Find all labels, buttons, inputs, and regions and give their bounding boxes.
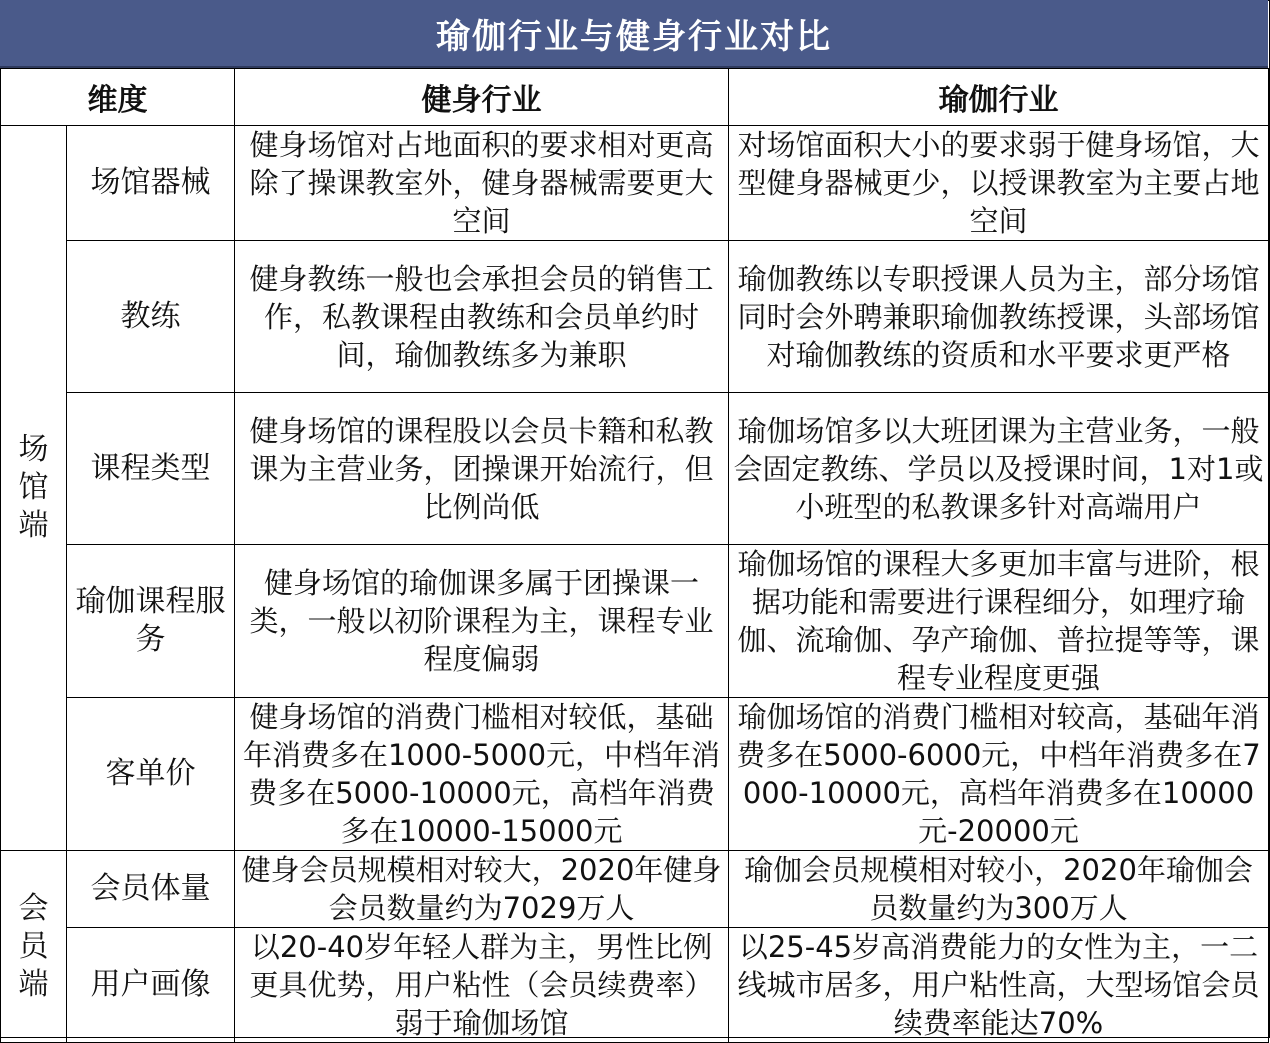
fitness-cell: 健身会员规模相对较大，2020年健身会员数量约为7029万人 [235,851,729,928]
yoga-cell: 瑜伽场馆的消费门槛相对较高，基础年消费多在5000-6000元，中档年消费多在7000-10000元，高档年消费多在10000元-20000元 [729,698,1269,851]
table-row [1,126,1269,241]
dimension-cell: 课程类型 [67,393,235,545]
yoga-cell: 瑜伽场馆多以大班团课为主营业务，一般会固定教练、学员以及授课时间，1对1或小班型的私教课多针对高端用户 [729,393,1269,545]
yoga-cell: 瑜伽场馆的课程大多更加丰富与进阶，根据功能和需要进行课程细分，如理疗瑜伽、流瑜伽、孕产瑜伽、普拉提等等，课程专业程度更强 [729,545,1269,698]
fitness-cell: 健身场馆的消费门槛相对较低，基础年消费多在1000-5000元，中档年消费多在5000-10000元，高档年消费多在10000-15000元 [235,698,729,851]
yoga-cell: 以25-45岁高消费能力的女性为主，一二线城市居多，用户粘性高，大型场馆会员续费率能达70% [729,928,1269,1043]
yoga-cell: 瑜伽会员规模相对较小，2020年瑜伽会员数量约为300万人 [729,851,1269,928]
table-row [1,698,1269,851]
table-row [1,241,1269,393]
table-title: 瑜伽行业与健身行业对比 [0,0,1268,68]
fitness-cell: 健身教练一般也会承担会员的销售工作，私教课程由教练和会员单约时间，瑜伽教练多为兼职 [235,241,729,393]
dimension-cell: 瑜伽课程服务 [67,545,235,698]
category-venue: 场 馆 端 [1,126,67,851]
dimension-cell: 用户画像 [67,928,235,1043]
header-yoga: 瑜伽行业 [729,69,1269,126]
yoga-cell: 瑜伽教练以专职授课人员为主，部分场馆同时会外聘兼职瑜伽教练授课，头部场馆对瑜伽教练的资质和水平要求更严格 [729,241,1269,393]
fitness-cell: 健身场馆的课程股以会员卡籍和私教课为主营业务，团操课开始流行，但比例尚低 [235,393,729,545]
dimension-cell: 场馆器械 [67,126,235,241]
table-row [1,851,1269,928]
fitness-cell: 以20-40岁年轻人群为主，男性比例更具优势，用户粘性（会员续费率）弱于瑜伽场馆 [235,928,729,1043]
header-dimension: 维度 [1,69,235,126]
yoga-cell: 对场馆面积大小的要求弱于健身场馆，大型健身器械更少，以授课教室为主要占地空间 [729,126,1269,241]
comparison-table [0,68,1269,1043]
dimension-cell: 会员体量 [67,851,235,928]
header-fitness: 健身行业 [235,69,729,126]
fitness-cell: 健身场馆对占地面积的要求相对更高除了操课教室外，健身器械需要更大空间 [235,126,729,241]
fitness-cell: 健身场馆的瑜伽课多属于团操课一类，一般以初阶课程为主，课程专业程度偏弱 [235,545,729,698]
table-row [1,393,1269,545]
dimension-cell: 教练 [67,241,235,393]
table-row [1,545,1269,698]
table-row [1,928,1269,1043]
category-member: 会 员 端 [1,851,67,1043]
dimension-cell: 客单价 [67,698,235,851]
